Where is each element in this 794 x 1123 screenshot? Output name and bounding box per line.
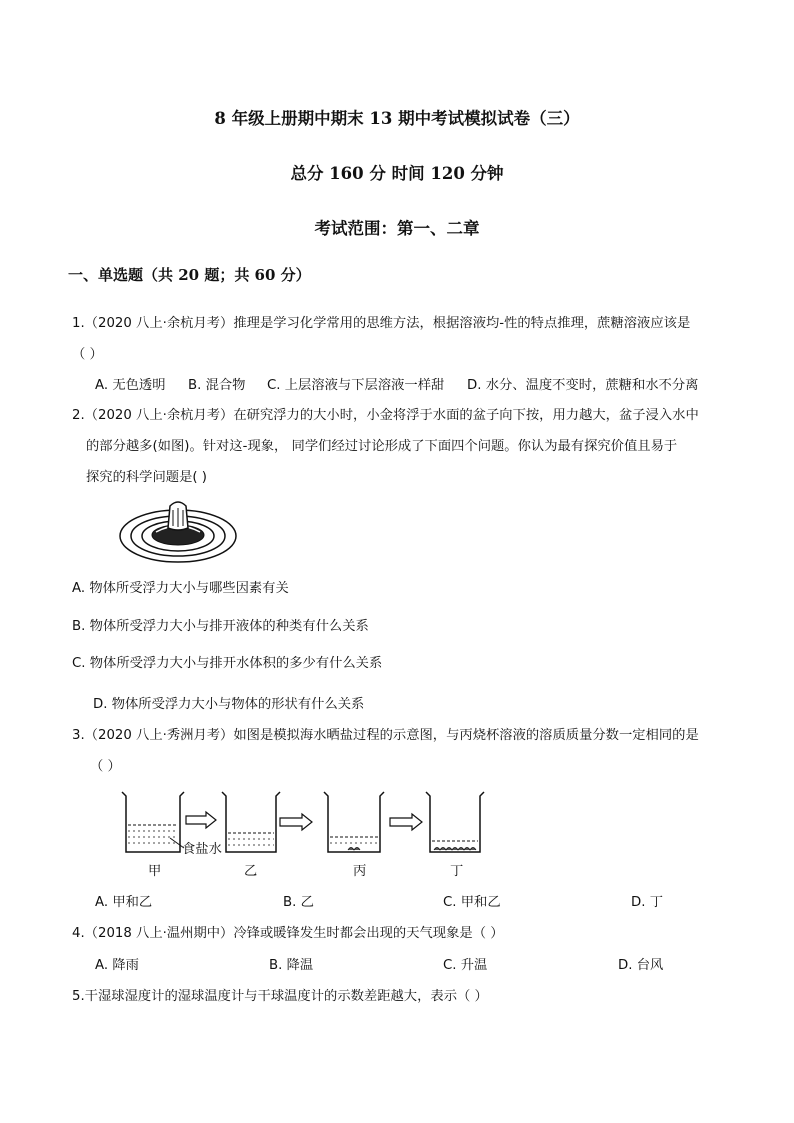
beaker-jia [122, 792, 184, 852]
q1-stem-line1: 1.（2020 八上·余杭月考）推理是学习化学常用的思维方法，根据溶液均-性的特点推理，蔗糖溶液应该是 [72, 316, 691, 331]
q4-option-b: B. 降温 [269, 958, 314, 973]
q2-stem-line1: 2.（2020 八上·余杭月考）在研究浮力的大小时，小金将浮于水面的盆子向下按，用力越大，盆子浸入水中 [72, 408, 699, 423]
beaker-label-ding: 丁 [450, 864, 464, 879]
q2-option-b: B. 物体所受浮力大小与排开液体的种类有什么关系 [72, 619, 369, 634]
q2-option-c: C. 物体所受浮力大小与排开水体积的多少有什么关系 [72, 656, 383, 671]
q1-stem-line2: （ ） [72, 347, 103, 362]
q1-option-c: C. 上层溶液与下层溶液一样甜 [267, 378, 445, 393]
q1-option-a: A. 无色透明 [95, 378, 166, 393]
q3-option-c: C. 甲和乙 [443, 895, 501, 910]
q3-stem-line1: 3.（2020 八上·秀洲月考）如图是模拟海水晒盐过程的示意图，与丙烧杯溶液的溶质质量分数一定相同的是 [72, 728, 699, 743]
q3-option-a: A. 甲和乙 [95, 895, 153, 910]
section-heading: 一、单选题（共 20 题；共 60 分） [68, 266, 311, 284]
beaker-label-yi: 乙 [244, 864, 258, 879]
beaker-label-jia: 甲 [148, 864, 162, 879]
q4-option-c: C. 升温 [443, 958, 488, 973]
salt-evaporation-figure [110, 788, 500, 880]
q3-stem-line2: （ ） [90, 759, 121, 774]
q1-option-d: D. 水分、温度不变时，蔗糖和水不分离 [467, 378, 699, 393]
beaker-yi [222, 792, 280, 852]
q4-stem: 4.（2018 八上·温州期中）冷锋或暖锋发生时都会出现的天气现象是（ ） [72, 926, 504, 941]
exam-title: 8 年级上册期中期末 13 期中考试模拟试卷（三） [214, 109, 580, 128]
solution-label: 食盐水 [182, 842, 222, 857]
exam-scope: 考试范围：第一、二章 [314, 219, 480, 238]
beaker-label-bing: 丙 [353, 864, 367, 879]
basin-figure [118, 498, 246, 566]
q3-option-b: B. 乙 [283, 895, 314, 910]
beaker-ding [426, 792, 484, 852]
q4-option-d: D. 台风 [618, 958, 664, 973]
beaker-bing [324, 792, 384, 852]
score-time: 总分 160 分 时间 120 分钟 [290, 164, 504, 183]
q3-option-d: D. 丁 [631, 895, 663, 910]
q2-stem-line3: 探究的科学问题是( ) [86, 470, 207, 485]
q4-option-a: A. 降雨 [95, 958, 139, 973]
q2-stem-line2: 的部分越多(如图)。针对这-现象， 同学们经过讨论形成了下面四个问题。你认为最有探究价值且易于 [86, 439, 678, 454]
q1-option-b: B. 混合物 [188, 378, 246, 393]
q2-option-a: A. 物体所受浮力大小与哪些因素有关 [72, 581, 289, 596]
q5-stem: 5.干湿球湿度计的湿球温度计与干球温度计的示数差距越大，表示（ ） [72, 989, 488, 1004]
q2-option-d: D. 物体所受浮力大小与物体的形状有什么关系 [93, 697, 365, 712]
